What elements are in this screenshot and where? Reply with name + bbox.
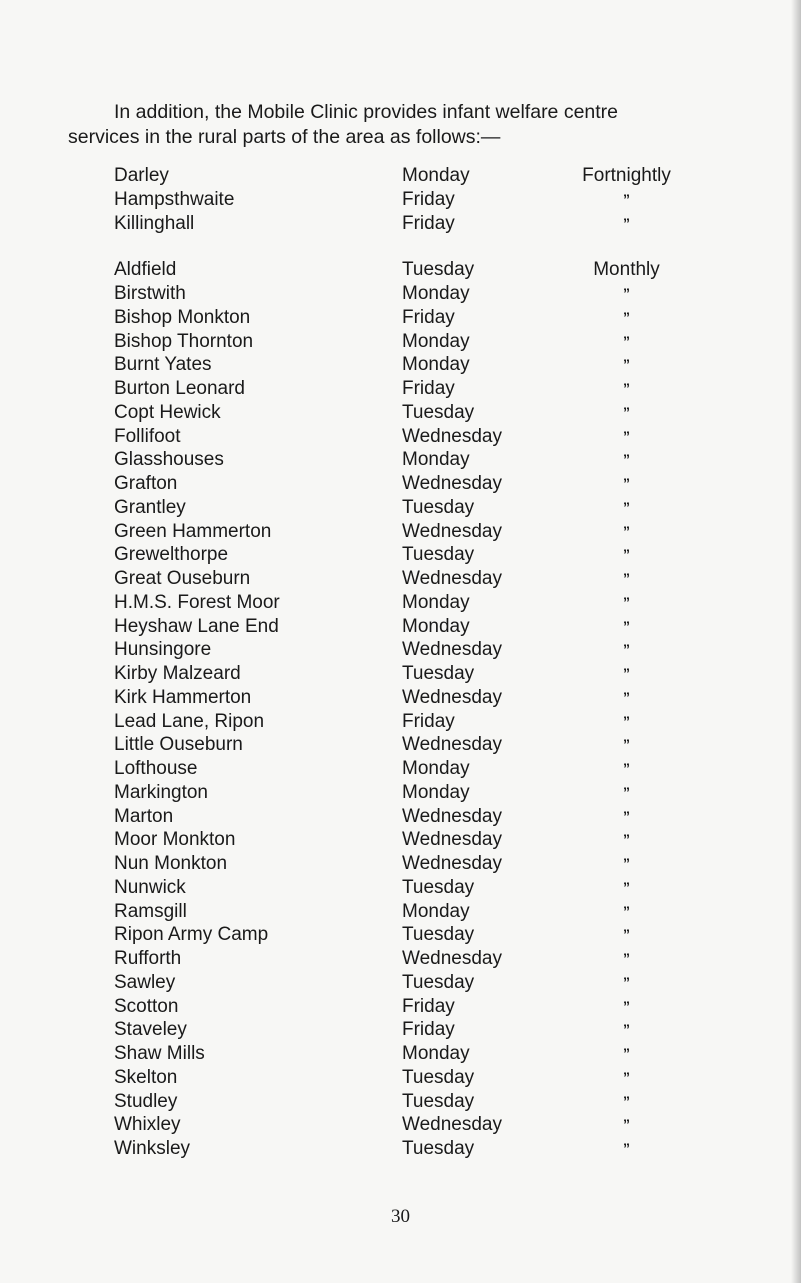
clinic-schedule-table [114,164,754,1161]
table-row [114,1090,754,1114]
day-cell: Monday [402,591,470,613]
day-cell: Monday [402,165,470,186]
frequency-cell: ” [623,831,630,848]
place-cell: Markington [114,781,208,803]
day-cell: Tuesday [402,1138,475,1159]
table-row [114,1113,754,1137]
day-cell: Wednesday [402,734,502,756]
page-edge-shadow [791,0,801,1283]
table-row [114,757,754,781]
frequency-cell: ” [623,760,630,776]
frequency-cell: ” [623,950,630,966]
frequency-cell: ” [623,902,630,919]
intro-paragraph [68,100,758,150]
intro-line-2: services in the rural parts of the area as follows:— [68,126,501,148]
frequency-cell: ” [623,427,630,444]
place-cell: Darley [114,165,169,186]
table-row [114,401,754,425]
frequency-cell: ” [623,285,630,301]
table-row [114,543,754,567]
table-row [114,353,754,377]
place-cell: Winksley [114,1138,191,1159]
table-row [114,425,754,449]
frequency-cell: ” [623,403,630,420]
day-cell: Wednesday [402,568,502,589]
place-cell: Nun Monkton [114,853,228,874]
frequency-cell: ” [623,190,630,207]
frequency-cell: ” [623,1021,630,1038]
day-cell: Wednesday [402,829,502,851]
day-cell: Wednesday [402,1114,502,1136]
table-row [114,1137,754,1161]
frequency-cell: ” [623,451,630,468]
place-cell: Shaw Mills [114,1043,205,1064]
day-cell: Monday [402,781,470,803]
frequency-cell: ” [623,380,630,396]
day-cell: Tuesday [402,1090,475,1112]
place-cell: Great Ouseburn [114,568,251,589]
table-row [114,971,754,995]
frequency-cell: ” [623,878,630,895]
day-cell: Monday [402,330,470,352]
day-cell: Friday [402,378,455,399]
frequency-cell: ” [623,617,630,634]
table-row [114,900,754,924]
table-row [114,1066,754,1090]
frequency-cell: ” [623,997,630,1014]
frequency-cell: ” [623,1140,630,1156]
place-cell: Green Hammerton [114,520,272,542]
frequency-cell: ” [623,593,630,610]
frequency-cell: ” [623,570,630,586]
day-cell: Friday [402,1019,455,1041]
frequency-cell: Fortnightly [582,165,671,186]
place-cell: Grewelthorpe [114,544,229,566]
place-cell: Follifoot [114,425,181,447]
table-row [114,876,754,900]
place-cell: Nunwick [114,876,186,898]
table-row [114,805,754,829]
day-cell: Tuesday [402,663,475,684]
frequency-cell: ” [623,214,630,231]
place-cell: Birstwith [114,283,186,304]
table-row [114,1042,754,1066]
frequency-cell: ” [623,783,630,800]
day-cell: Friday [402,710,455,732]
day-cell: Friday [402,212,455,234]
place-cell: Kirk Hammerton [114,686,252,708]
place-cell: Moor Monkton [114,829,236,851]
day-cell: Tuesday [402,544,475,566]
frequency-cell: ” [623,546,630,563]
place-cell: Killinghall [114,212,195,234]
table-row [114,923,754,947]
frequency-cell: ” [623,665,630,681]
day-cell: Wednesday [402,425,502,447]
table-row [114,377,754,401]
table-row [114,520,754,544]
table-row [114,781,754,805]
day-cell: Tuesday [402,924,475,946]
place-cell: Grantley [114,496,186,518]
day-cell: Wednesday [402,805,502,827]
table-row [114,733,754,757]
frequency-cell: ” [623,1116,630,1133]
frequency-cell: ” [623,807,630,824]
frequency-cell: ” [623,475,630,491]
place-cell: Bishop Monkton [114,306,251,328]
frequency-cell: Monthly [593,259,660,281]
table-row [114,1018,754,1042]
table-row [114,947,754,971]
frequency-cell: ” [623,1092,630,1109]
table-row [114,615,754,639]
day-cell: Tuesday [402,1066,475,1088]
day-cell: Monday [402,1043,470,1064]
frequency-cell: ” [623,1068,630,1085]
place-cell: Sawley [114,971,176,993]
table-row [114,710,754,734]
table-row [114,662,754,686]
table-row [114,686,754,710]
place-cell: Bishop Thornton [114,330,254,352]
frequency-cell: ” [623,1045,630,1061]
intro-line-1: In addition, the Mobile Clinic provides infant welfare centre [114,101,619,123]
place-cell: Whixley [114,1114,181,1136]
place-cell: Ripon Army Camp [114,924,269,946]
frequency-cell: ” [623,308,630,325]
table-row [114,852,754,876]
place-cell: Scotton [114,995,179,1017]
place-cell: Grafton [114,473,178,494]
place-cell: Glasshouses [114,449,224,471]
frequency-cell: ” [623,641,630,658]
place-cell: Burton Leonard [114,378,245,399]
place-cell: Lead Lane, Ripon [114,710,265,732]
day-cell: Monday [402,354,470,376]
place-cell: Kirby Malzeard [114,663,241,684]
day-cell: Monday [402,758,470,779]
frequency-cell: ” [623,356,630,373]
place-cell: Staveley [114,1019,187,1041]
place-cell: H.M.S. Forest Moor [114,591,280,613]
place-cell: Lofthouse [114,758,198,779]
place-cell: Skelton [114,1066,178,1088]
day-cell: Tuesday [402,876,475,898]
table-row [114,330,754,354]
table-row [114,995,754,1019]
day-cell: Wednesday [402,473,502,494]
day-cell: Wednesday [402,948,502,969]
frequency-cell: ” [623,855,630,871]
day-cell: Wednesday [402,686,502,708]
table-row [114,164,754,188]
table-row [114,496,754,520]
frequency-cell: ” [623,522,630,539]
place-cell: Rufforth [114,948,182,969]
page-number: 30 [391,1206,410,1227]
day-cell: Friday [402,995,455,1017]
table-row [114,828,754,852]
place-cell: Little Ouseburn [114,734,243,756]
day-cell: Tuesday [402,259,475,281]
day-cell: Tuesday [402,401,475,423]
place-cell: Burnt Yates [114,354,212,376]
place-cell: Aldfield [114,259,177,281]
day-cell: Wednesday [402,639,502,661]
table-row [114,188,754,212]
table-row [114,638,754,662]
day-cell: Tuesday [402,496,475,518]
frequency-cell: ” [623,332,630,349]
day-cell: Monday [402,615,470,637]
frequency-cell: ” [623,498,630,515]
day-cell: Wednesday [402,520,502,542]
frequency-cell: ” [623,973,630,990]
day-cell: Tuesday [402,971,475,993]
day-cell: Monday [402,449,470,471]
table-row [114,567,754,591]
frequency-cell: ” [623,688,630,705]
table-row [114,591,754,615]
table-row [114,448,754,472]
table-row [114,212,754,236]
place-cell: Studley [114,1090,178,1112]
day-cell: Friday [402,188,455,210]
day-cell: Monday [402,900,470,922]
day-cell: Wednesday [402,853,502,874]
place-cell: Hampsthwaite [114,188,235,210]
frequency-cell: ” [623,926,630,943]
table-row [114,258,754,282]
table-row [114,306,754,330]
day-cell: Monday [402,283,470,304]
place-cell: Ramsgill [114,900,187,922]
place-cell: Marton [114,805,174,827]
place-cell: Copt Hewick [114,401,221,423]
frequency-cell: ” [623,712,630,729]
table-row [114,282,754,306]
place-cell: Hunsingore [114,639,212,661]
day-cell: Friday [402,306,455,328]
place-cell: Heyshaw Lane End [114,615,279,637]
table-row [114,472,754,496]
frequency-cell: ” [623,736,630,753]
